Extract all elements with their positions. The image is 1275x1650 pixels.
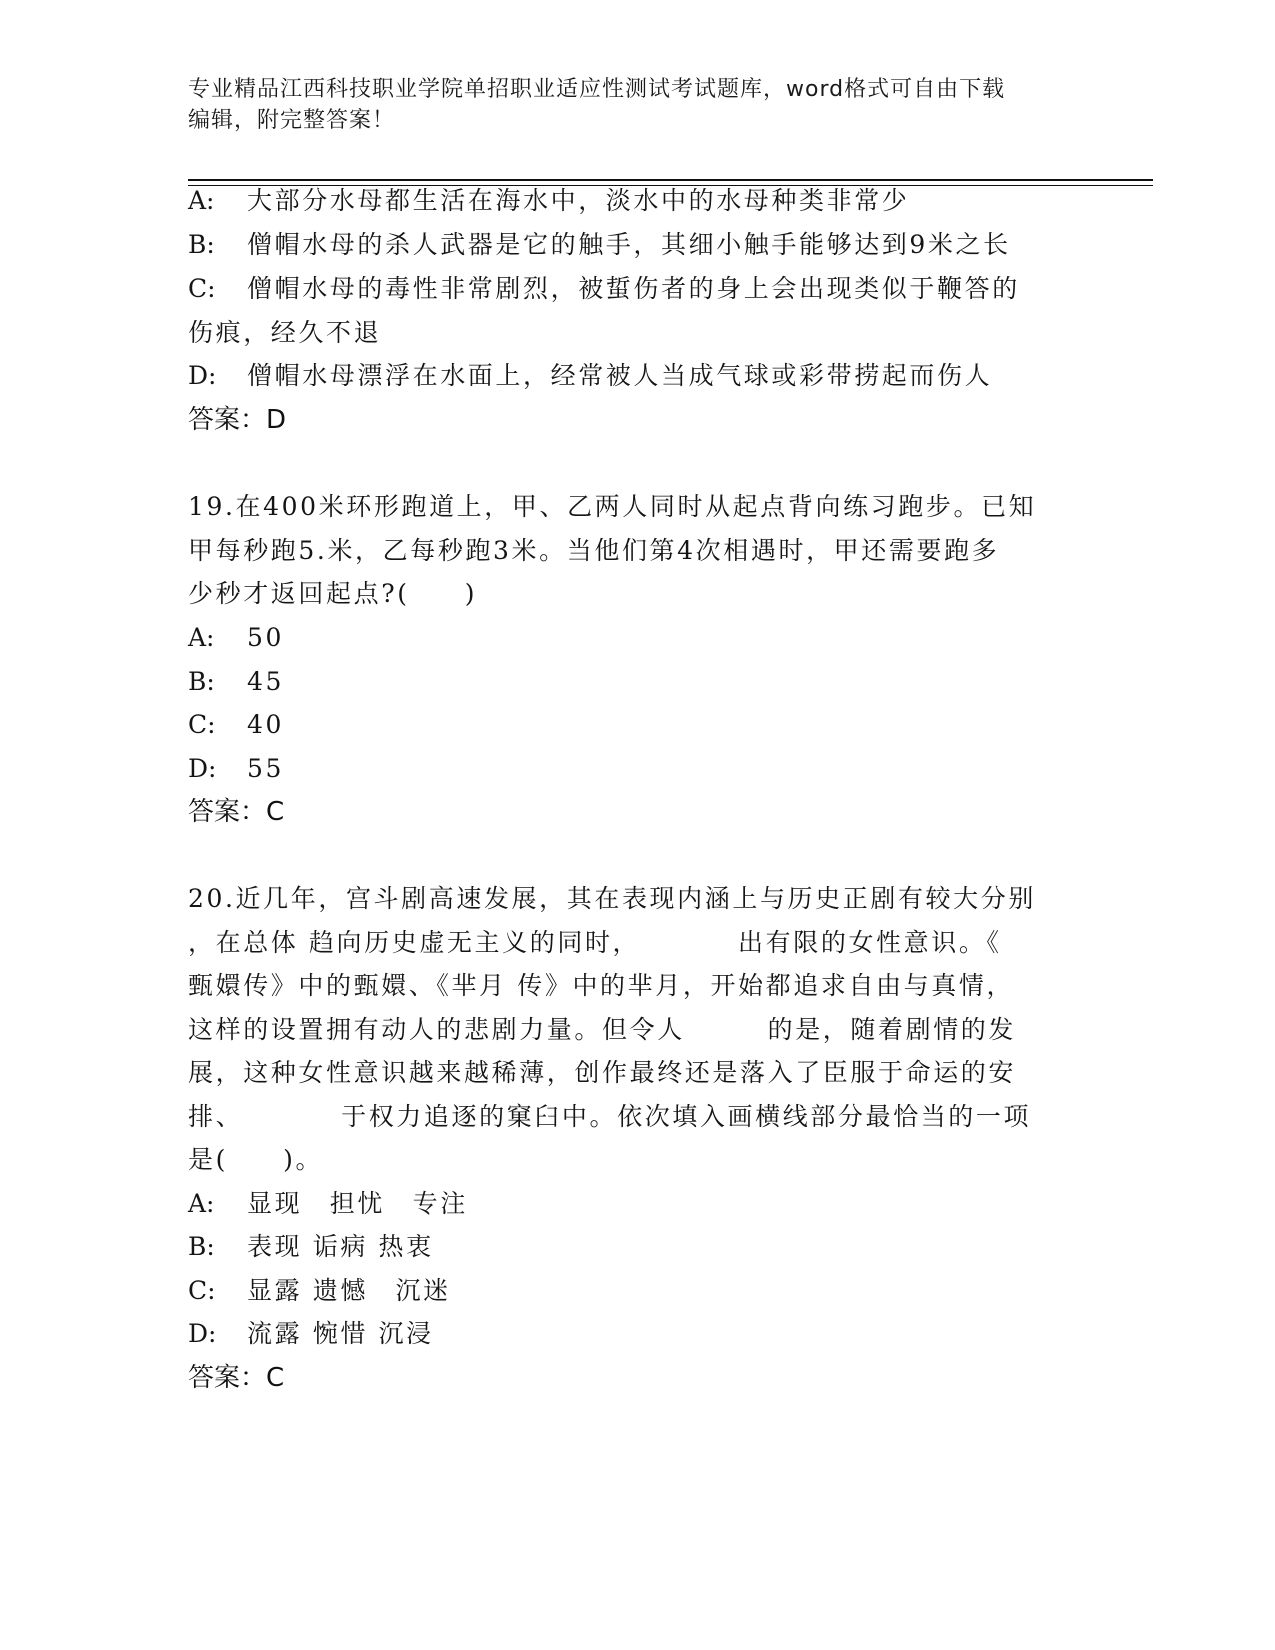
q19-stem-line-1: 19.在400米环形跑道上，甲、乙两人同时从起点背向练习跑步。已知 [188,492,1037,521]
option-letter: C: [188,1276,216,1305]
option-letter: A: [188,623,215,652]
option-text: 40 [247,710,285,739]
q20-stem-line-1: 20.近几年，宫斗剧高速发展，其在表现内涵上与历史正剧有较大分别 [188,884,1036,913]
option-text: 僧帽水母的毒性非常剧烈，被蜇伤者的身上会出现类似于鞭答的 [247,274,1020,303]
q20-stem-line-7: 是( )。 [188,1145,324,1174]
q18-option-b [188,230,1011,260]
q20-answer: 答案：C [188,1363,285,1393]
q19-option-c [188,710,284,740]
header-line-1: 专业精品江西科技职业学院单招职业适应性测试考试题库，word格式可自由下载 [188,77,1006,102]
option-text: 55 [247,754,285,783]
option-letter: B: [188,1232,215,1261]
q20-option-a [188,1189,468,1219]
option-text: 45 [247,667,285,696]
q19-stem-line-2: 甲每秒跑5.米，乙每秒跑3米。当他们第4次相遇时，甲还需要跑多 [188,536,1000,565]
q20-option-c [188,1276,451,1306]
option-letter: B: [188,667,215,696]
q18-answer: 答案：D [188,405,287,435]
page-header [188,74,1078,136]
option-text: 僧帽水母的杀人武器是它的触手，其细小触手能够达到9米之长 [247,230,1011,259]
option-text: 显现 担忧 专注 [247,1189,468,1218]
option-text: 显露 遗憾 沉迷 [247,1276,451,1305]
q20-stem-line-4: 这样的设置拥有动人的悲剧力量。但令人 的是，随着剧情的发 [188,1015,1017,1044]
option-letter: A: [188,186,215,215]
q19-option-a [188,623,284,653]
header-rule-thick [188,179,1153,181]
option-text: 流露 惋惜 沉浸 [247,1319,434,1348]
header-line-2: 编辑，附完整答案！ [188,108,396,133]
option-text: 表现 诟病 热衷 [247,1232,434,1261]
option-text: 50 [247,623,285,652]
q18-option-c [188,274,1020,304]
q18-option-a [188,186,909,216]
option-letter: D: [188,754,217,783]
option-letter: A: [188,1189,215,1218]
option-text: 大部分水母都生活在海水中，淡水中的水母种类非常少 [247,186,910,215]
q20-option-b [188,1232,434,1262]
q20-stem-line-5: 展，这种女性意识越来越稀薄，创作最终还是落入了臣服于命运的安 [188,1058,1017,1087]
q19-option-b [188,667,284,697]
option-letter: C: [188,710,216,739]
q19-stem-line-3: 少秒才返回起点?( ) [188,579,478,608]
q19-answer: 答案：C [188,797,285,827]
q20-stem-line-3: 甄嬛传》中的甄嬛、《芈月 传》中的芈月，开始都追求自由与真情， [188,971,1015,1000]
q18-option-d [188,361,992,391]
option-text: 僧帽水母漂浮在水面上，经常被人当成气球或彩带捞起而伤人 [247,361,993,390]
q20-stem-line-6: 排、 于权力追逐的窠臼中。依次填入画横线部分最恰当的一项 [188,1102,1032,1131]
option-text: 伤痕，经久不退 [188,318,382,347]
option-letter: C: [188,274,216,303]
q20-option-d [188,1319,434,1349]
option-letter: D: [188,361,217,390]
q20-stem-line-2: ，在总体 趋向历史虚无主义的同时， 出有限的女性意识。《 [188,928,1002,957]
option-letter: D: [188,1319,217,1348]
q19-option-d [188,754,284,784]
q18-option-c-continued [188,318,381,348]
option-letter: B: [188,230,215,259]
